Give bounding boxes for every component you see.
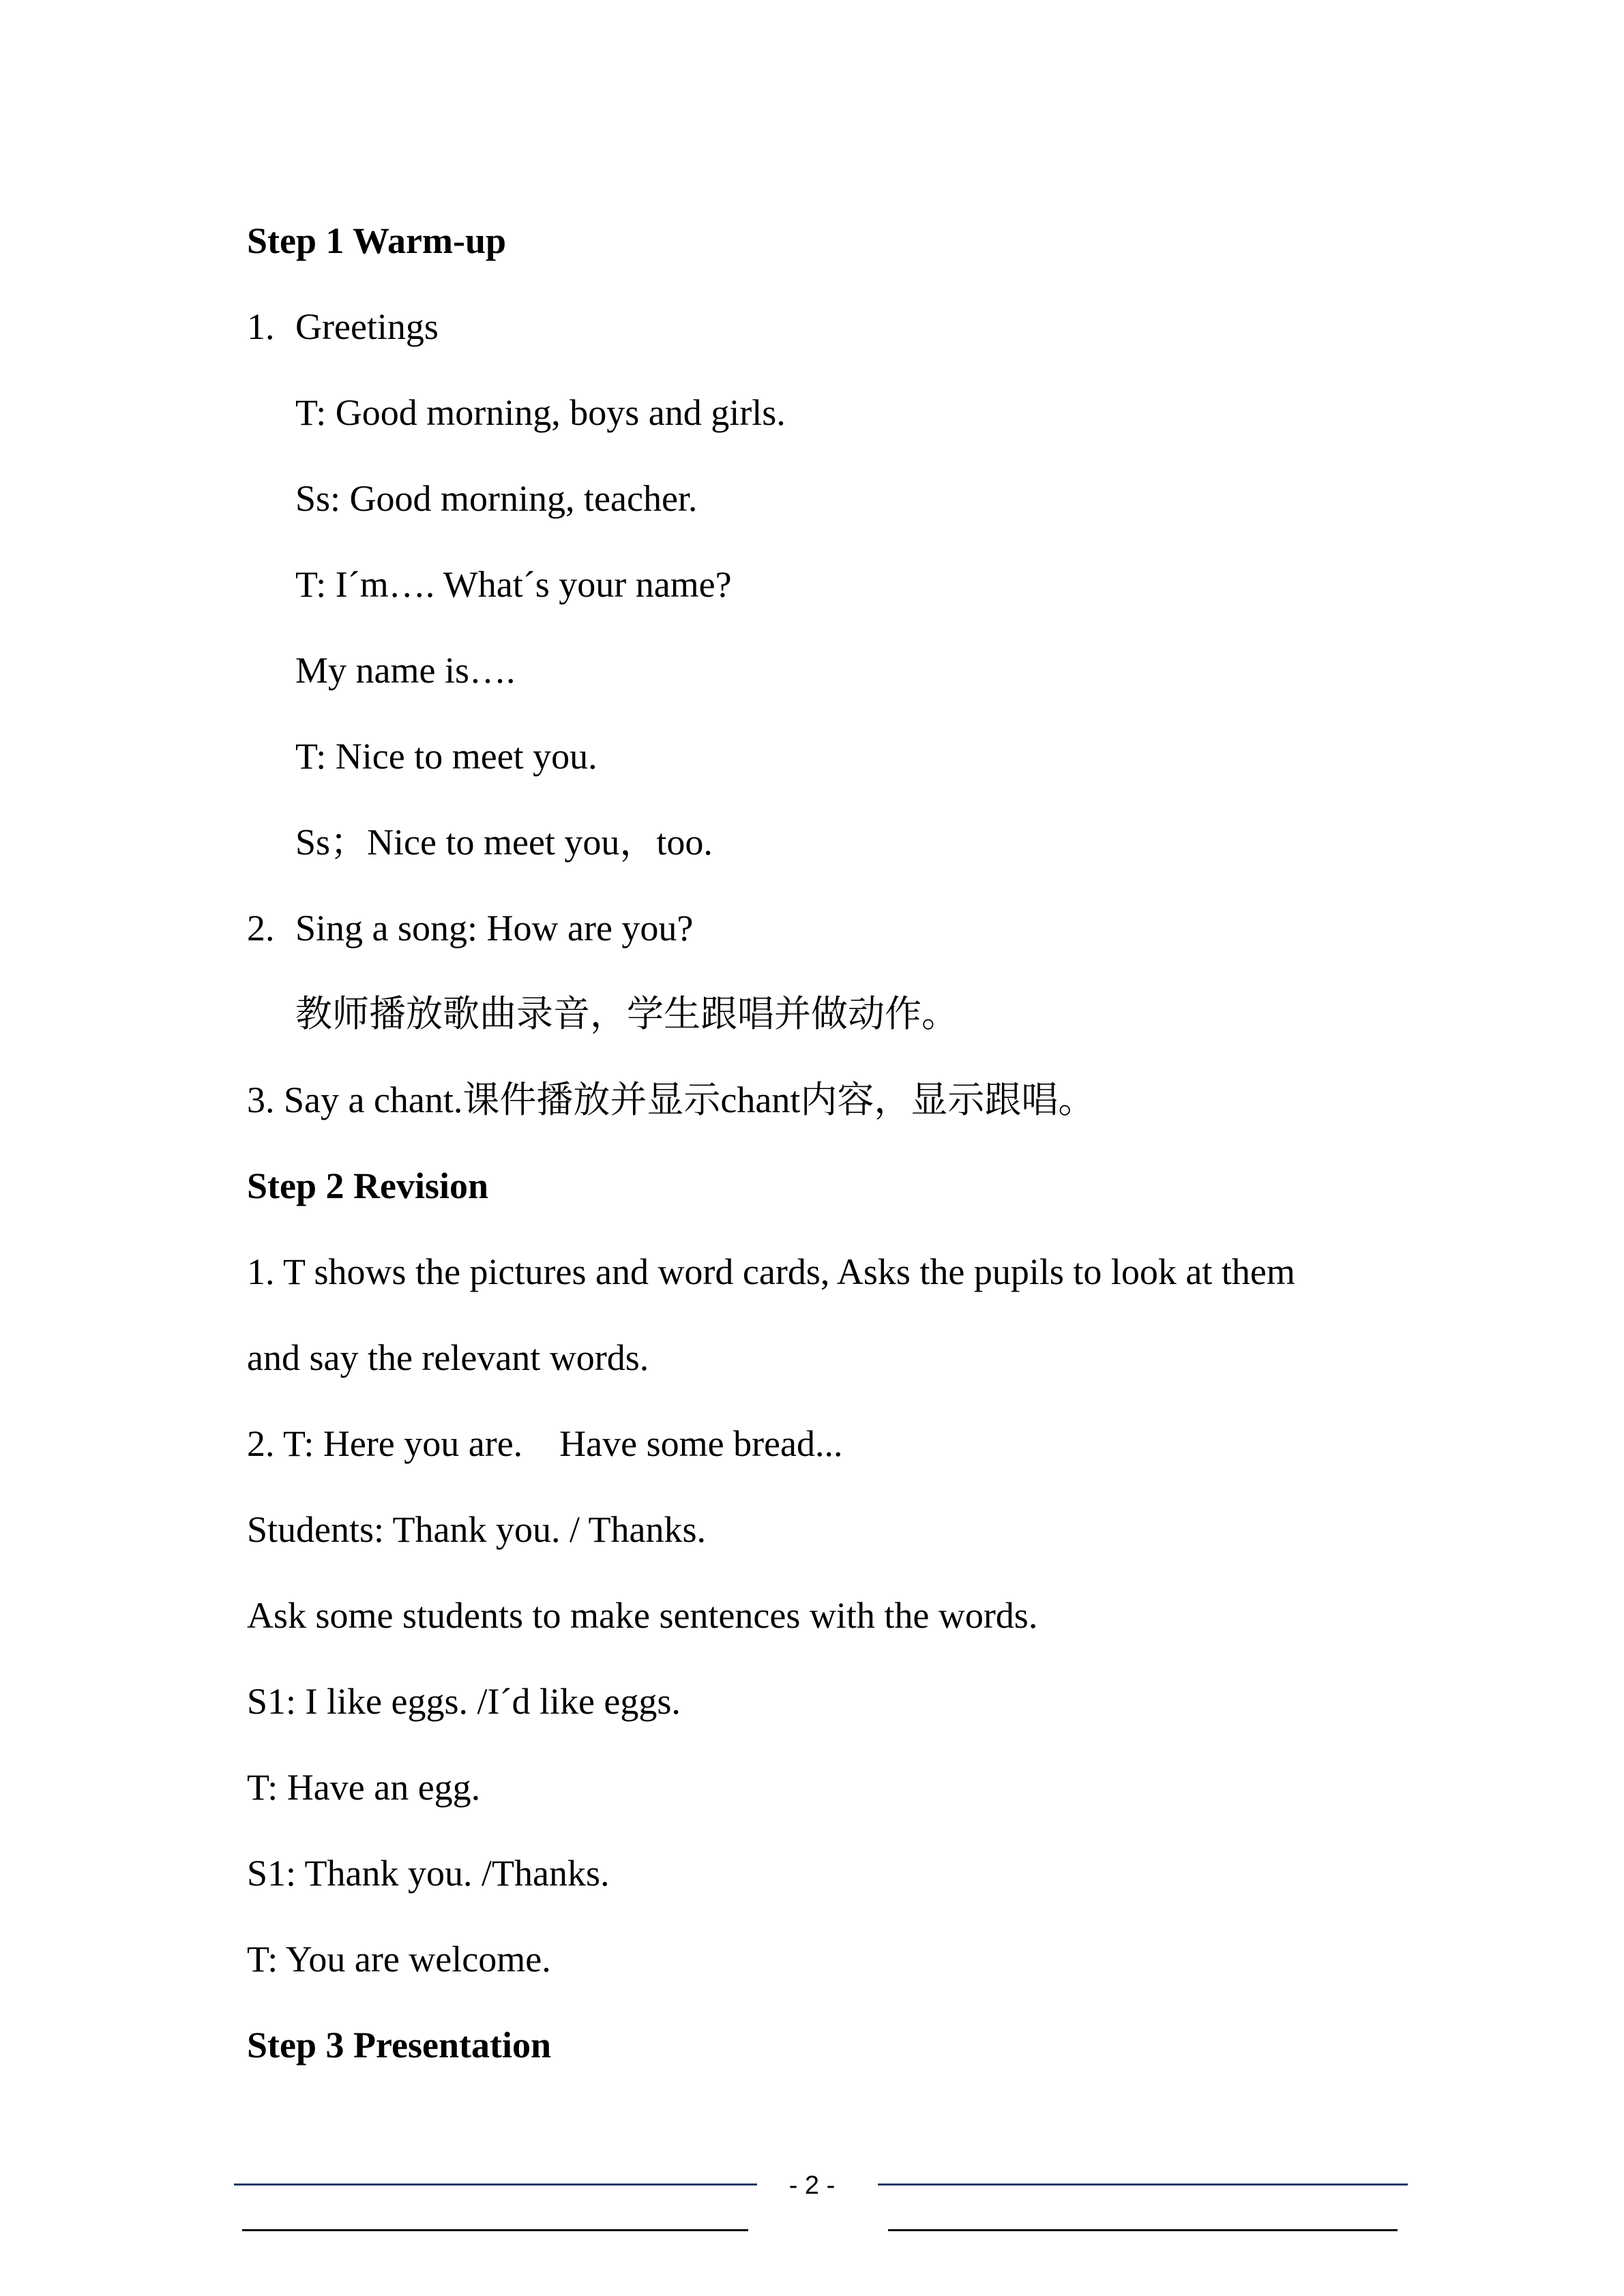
- dialogue-line: My name is….: [295, 650, 516, 691]
- page-number: - 2 -: [788, 2171, 836, 2200]
- step2-heading: Step 2 Revision: [247, 1165, 489, 1206]
- list-text: Greetings: [295, 306, 439, 347]
- list-item-greetings: [247, 304, 439, 349]
- paragraph-line: Ask some students to make sentences with the words.: [247, 1595, 1038, 1636]
- paragraph-line: 2. T: Here you are. Have some bread...: [247, 1423, 843, 1464]
- paragraph-line: T: You are welcome.: [247, 1939, 551, 1980]
- paragraph-line: T: Have an egg.: [247, 1767, 481, 1808]
- paragraph-line: S1: Thank you. /Thanks.: [247, 1853, 610, 1894]
- footer-rule-right-top: [878, 2183, 1408, 2186]
- dialogue-line: T: I´m…. What´s your name?: [295, 564, 732, 605]
- footer-rule-left-bottom: [242, 2229, 748, 2231]
- paragraph-line: and say the relevant words.: [247, 1337, 649, 1378]
- list-text: Sing a song: How are you?: [295, 908, 694, 949]
- list-number: 2.: [247, 908, 275, 949]
- chinese-instruction: 教师播放歌曲录音，学生跟唱并做动作。: [295, 994, 958, 1034]
- dialogue-line: T: Nice to meet you.: [295, 736, 597, 777]
- step1-heading: Step 1 Warm-up: [247, 220, 507, 261]
- footer-rule-right-bottom: [888, 2229, 1398, 2231]
- list-item-chant: 3. Say a chant.课件播放并显示chant内容，显示跟唱。: [247, 1079, 1095, 1120]
- paragraph-line: S1: I like eggs. /I´d like eggs.: [247, 1681, 681, 1722]
- list-number: 1.: [247, 306, 275, 347]
- list-item-song: [247, 906, 693, 951]
- dialogue-line: T: Good morning, boys and girls.: [295, 392, 786, 433]
- step3-heading: Step 3 Presentation: [247, 2025, 551, 2066]
- dialogue-line: Ss: Good morning, teacher.: [295, 478, 698, 519]
- dialogue-line: Ss；Nice to meet you，too.: [295, 822, 713, 863]
- paragraph-line: Students: Thank you. / Thanks.: [247, 1509, 706, 1550]
- footer-rule-left-top: [234, 2183, 757, 2186]
- paragraph-line: 1. T shows the pictures and word cards, Asks the pupils to look at them: [247, 1251, 1295, 1292]
